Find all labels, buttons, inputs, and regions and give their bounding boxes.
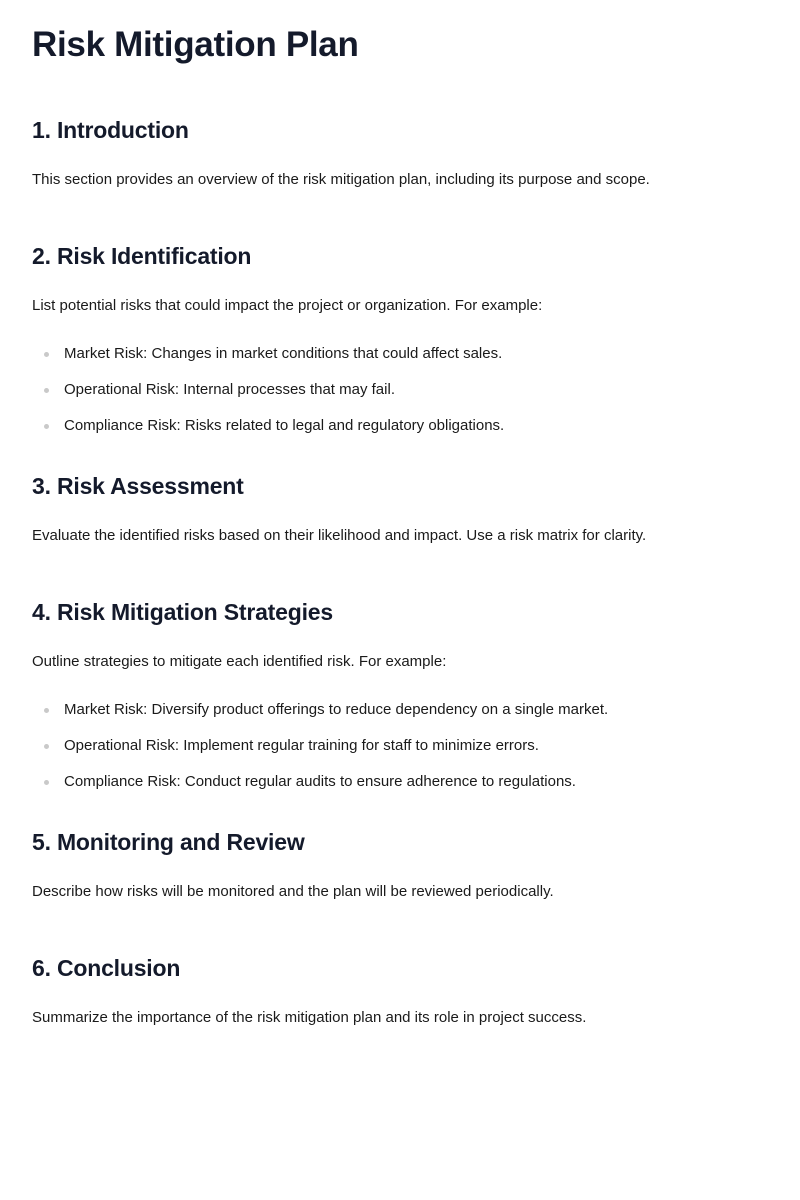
list-item (32, 700, 768, 720)
strategy-list (32, 700, 768, 792)
bullet-icon (44, 388, 49, 393)
list-item-text: Compliance Risk: Risks related to legal and regulatory obligations. (64, 417, 505, 434)
bullet-icon (44, 352, 49, 357)
list-item (32, 344, 768, 364)
section-heading: 6. Conclusion (32, 955, 181, 981)
section-paragraph: List potential risks that could impact the project or organization. For example: (32, 297, 543, 314)
section-paragraph: Summarize the importance of the risk mitigation plan and its role in project success. (32, 1009, 587, 1026)
bullet-icon (44, 424, 49, 429)
section-paragraph: This section provides an overview of the risk mitigation plan, including its purpose and scope. (32, 171, 650, 188)
list-item-text: Operational Risk: Implement regular training for staff to minimize errors. (64, 737, 539, 754)
section-introduction (32, 116, 768, 190)
section-risk-assessment (32, 472, 768, 546)
section-risk-identification (32, 242, 768, 436)
section-paragraph: Evaluate the identified risks based on their likelihood and impact. Use a risk matrix for clarity. (32, 527, 647, 544)
list-item (32, 416, 768, 436)
section-heading: 3. Risk Assessment (32, 473, 244, 499)
list-item-text: Market Risk: Diversify product offerings to reduce dependency on a single market. (64, 701, 609, 718)
section-conclusion (32, 954, 768, 1028)
list-item (32, 380, 768, 400)
bullet-icon (44, 708, 49, 713)
list-item-text: Compliance Risk: Conduct regular audits to ensure adherence to regulations. (64, 773, 576, 790)
list-item (32, 736, 768, 756)
page-title: Risk Mitigation Plan (32, 25, 359, 64)
risk-list (32, 344, 768, 436)
list-item-text: Market Risk: Changes in market conditions that could affect sales. (64, 345, 503, 362)
section-paragraph: Describe how risks will be monitored and the plan will be reviewed periodically. (32, 883, 554, 900)
section-heading: 1. Introduction (32, 117, 189, 143)
bullet-icon (44, 744, 49, 749)
list-item-text: Operational Risk: Internal processes that may fail. (64, 381, 395, 398)
section-risk-mitigation-strategies (32, 598, 768, 792)
section-heading: 5. Monitoring and Review (32, 829, 305, 855)
list-item (32, 772, 768, 792)
section-paragraph: Outline strategies to mitigate each identified risk. For example: (32, 653, 447, 670)
section-heading: 2. Risk Identification (32, 243, 252, 269)
section-heading: 4. Risk Mitigation Strategies (32, 599, 333, 625)
section-monitoring-review (32, 828, 768, 902)
bullet-icon (44, 780, 49, 785)
